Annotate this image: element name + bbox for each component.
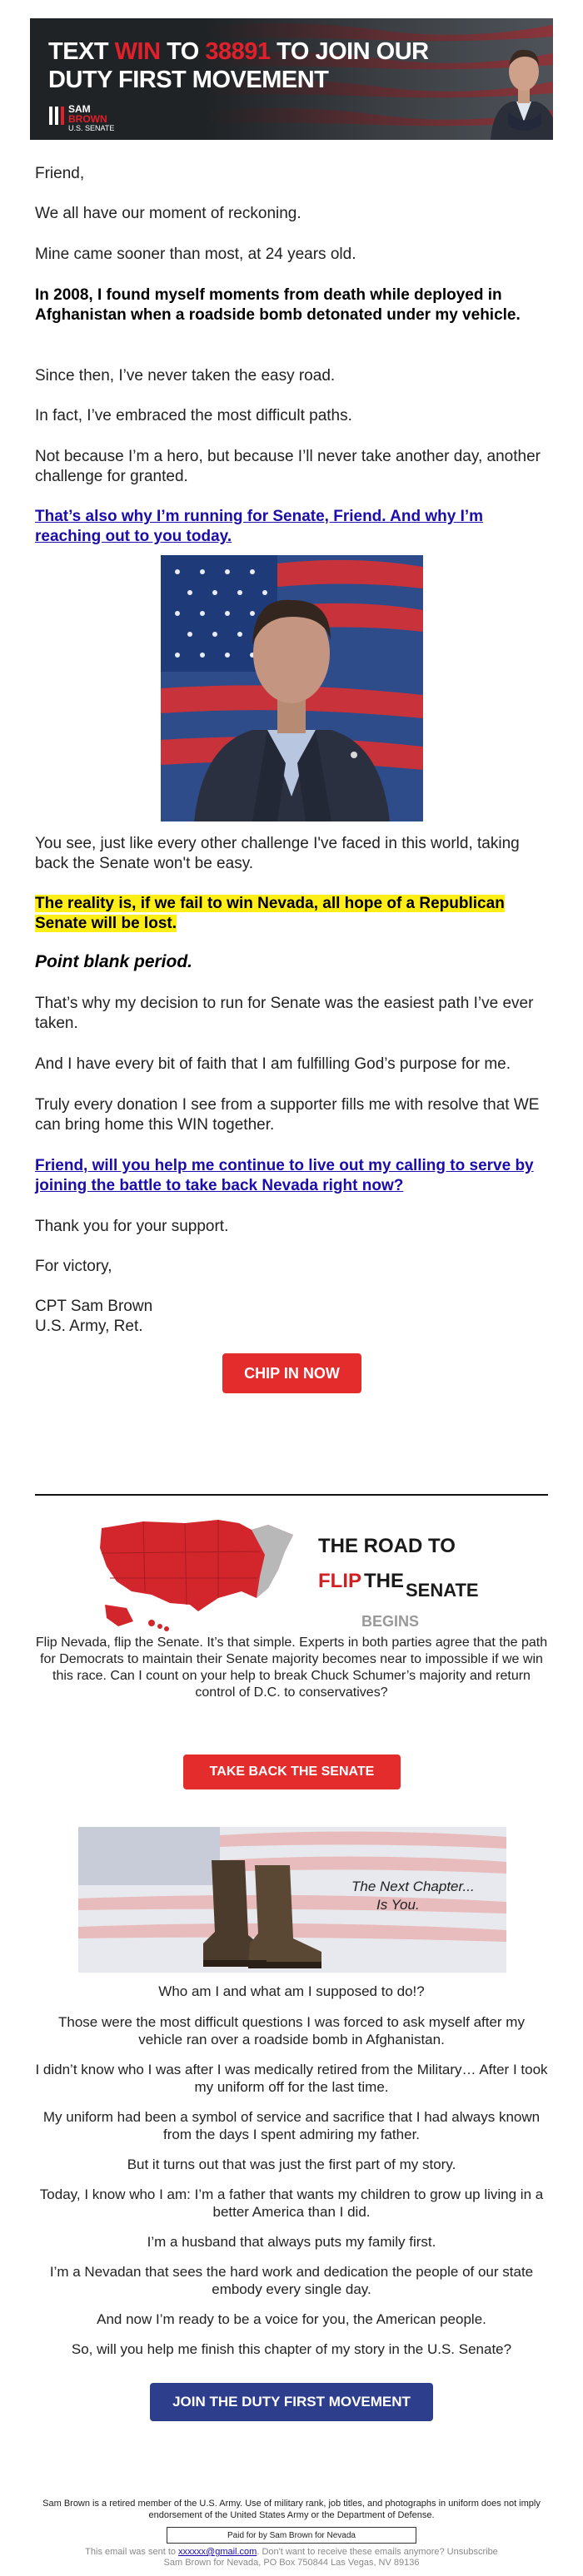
section3-paragraph-7: I’m a Nevadan that sees the hard work and dedication the people of our state embody every single day. [49,2264,534,2297]
join-duty-first-button[interactable]: JOIN THE DUTY FIRST MOVEMENT [150,2383,433,2421]
highlight-paragraph [35,894,548,934]
paragraph-12: For victory, [35,1258,112,1275]
greeting: Friend, [35,165,85,182]
road-flip-text: FLIP [318,1570,361,1592]
highlight-text: The reality is, if we fail to win Nevada, all hope of a Republican Senate will be lost. [35,895,505,932]
section3-paragraph-8: And now I’m ready to be a voice for you, the American people. [97,2311,486,2327]
senate-link-2[interactable]: Friend, will you help me continue to live out my calling to serve by joining the battle to take back Nevada right now? [35,1157,534,1194]
paragraph-7: You see, just like every other challenge I've faced in this world, taking back the Senate won't be easy. [35,835,520,872]
section3-paragraph-1: Those were the most difficult questions I was forced to ask myself after my vehicle ran over a roadside bomb in Afghanistan. [58,2014,525,2047]
paragraph-6: Not because I’m a hero, but because I’ll never take another day, another challenge for granted. [35,448,541,485]
logo-senate: U.S. SENATE [68,124,115,132]
banner-headline-line2: DUTY FIRST MOVEMENT [48,67,329,93]
sent-prefix: This email was sent to [85,2547,179,2557]
logo-mark-icon [48,105,65,127]
recipient-email-link[interactable]: xxxxxx@gmail.com [178,2547,257,2557]
section3-paragraph-2: I didn’t know who I was after I was medically retired from the Military… After I took my uniform off for the last time. [35,2062,548,2095]
paragraph-2: Mine came sooner than most, at 24 years old. [35,246,356,263]
road-begins-text: BEGINS [361,1613,420,1630]
road-to-flip-senate-image[interactable] [93,1503,506,1636]
logo-sam: SAM [68,103,91,115]
section3-paragraph-9: So, will you help me finish this chapter of my story in the U.S. Senate? [71,2341,512,2357]
paragraph-1: We all have our moment of reckoning. [35,205,301,222]
next-chapter-caption-2: Is You. [376,1897,420,1913]
section3-paragraph-6: I’m a husband that always puts my family first. [147,2234,436,2250]
mailing-address: Sam Brown for Nevada, PO Box 750844 Las Vegas, NV 89136 [163,2558,420,2568]
road-the-text: THE [364,1570,404,1592]
section3-paragraph-5: Today, I know who I am: I’m a father that wants my children to grow up living in a better America than I did. [39,2186,544,2220]
senate-link-1[interactable]: That’s also why I’m running for Senate, Friend. And why I’m reaching out to you today. [35,508,484,545]
candidate-photo[interactable] [161,555,423,821]
section-divider [35,1494,548,1496]
section3-paragraph-3: My uniform had been a symbol of service and sacrifice that I had always known from the days I spent admiring my father. [42,2109,541,2142]
military-disclaimer: Sam Brown is a retired member of the U.S. Army. Use of military rank, job titles, and photographs in uniform does not imply endorsement of the United States Army or the Department of Defense. [42,2499,541,2520]
signature-title: U.S. Army, Ret. [35,1318,143,1335]
road-senate-text: SENATE [406,1580,479,1601]
section3-paragraph-4: But it turns out that was just the first part of my story. [127,2157,456,2172]
candidate-portrait-small [486,28,553,140]
chip-in-now-button[interactable]: CHIP IN NOW [222,1353,361,1393]
logo-brown: BROWN [68,113,107,125]
banner-headline-line1: TEXT WIN TO 38891 TO JOIN OUR [48,38,429,65]
paragraph-4: Since then, I’ve never taken the easy road. [35,367,336,385]
next-chapter-caption-1: The Next Chapter... [351,1879,475,1894]
paragraph-3-bold: In 2008, I found myself moments from death while deployed in Afghanistan when a roadside bomb detonated under my vehicle. [35,286,521,324]
take-back-the-senate-button[interactable]: TAKE BACK THE SENATE [183,1755,401,1789]
next-chapter-boots-image[interactable] [78,1827,506,1973]
sent-to-notice [35,2547,548,2558]
unsubscribe-link[interactable]: . Don't want to receive these emails anymore? Unsubscribe [257,2547,498,2557]
paragraph-11: Thank you for your support. [35,1218,229,1235]
paragraph-9: And I have every bit of faith that I am fulfilling God’s purpose for me. [35,1055,511,1073]
paid-for-box: Paid for by Sam Brown for Nevada [167,2527,416,2544]
paragraph-5: In fact, I’ve embraced the most difficult paths. [35,407,352,424]
point-blank-italic: Point blank period. [35,952,193,971]
header-banner[interactable] [30,18,553,140]
who-am-i-question: Who am I and what am I supposed to do!? [158,1983,425,1999]
paragraph-10: Truly every donation I see from a supporter fills me with resolve that WE can bring home this WIN together. [35,1096,540,1134]
sam-brown-logo [48,102,148,135]
road-title-text: THE ROAD TO [318,1535,456,1557]
us-map-icon [93,1511,301,1636]
paragraph-8: That’s why my decision to run for Senate was the easiest path I’ve ever taken. [35,995,534,1032]
flip-nevada-paragraph: Flip Nevada, flip the Senate. It’s that simple. Experts in both parties agree that the path for Democrats to maintain their Senate majority becomes near to impossible if we win this race. Can I count on your help to break Chuck Schumer’s majority and return control of D.C. to conservatives? [35,1635,548,1700]
signature-name: CPT Sam Brown [35,1298,153,1315]
boots-flag-graphic [78,1827,506,1973]
